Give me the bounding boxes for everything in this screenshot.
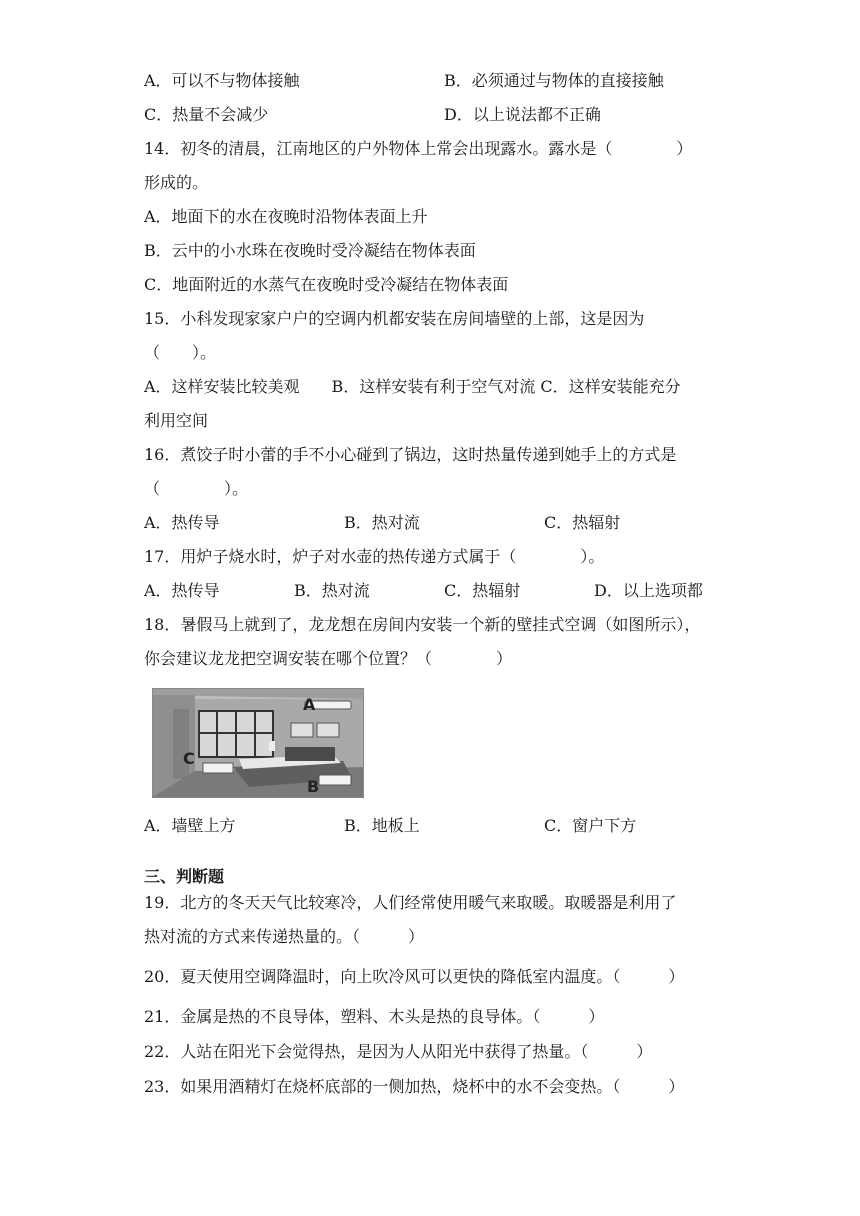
q16-option-c: C．热辐射 (544, 513, 621, 532)
section-3-title: 三、判断题 (144, 867, 225, 886)
q21-line: 21．金属是热的不良导体，塑料、木头是热的良导体。（ ） (144, 1007, 605, 1026)
q14-option-a: A．地面下的水在夜晚时沿物体表面上升 (144, 207, 428, 226)
q14-stem-line-1: 14．初冬的清晨，江南地区的户外物体上常会出现露水。露水是（ ） (144, 139, 693, 158)
q16-stem-line-2: （ ）。 (144, 479, 249, 498)
q15-stem-line-1: 15．小科发现家家户户的空调内机都安装在房间墙壁的上部，这是因为 (144, 309, 645, 328)
q13-option-d: D．以上说法都不正确 (444, 105, 601, 124)
q17-option-b: B．热对流 (294, 581, 370, 600)
q14-stem-line-2: 形成的。 (144, 173, 209, 192)
q16-stem-line-1: 16．煮饺子时小蕾的手不小心碰到了锅边，这时热量传递到她手上的方式是 (144, 445, 677, 464)
q13-option-a: A．可以不与物体接触 (144, 71, 300, 90)
q18-option-c: C．窗户下方 (544, 816, 637, 835)
q19-line-1: 19．北方的冬天天气比较寒冷，人们经常使用暖气来取暖。取暖器是利用了 (144, 893, 677, 912)
q16-options-row (144, 512, 724, 534)
q18-stem-line-2: 你会建议龙龙把空调安装在哪个位置？（ ） (144, 649, 513, 668)
q13-option-c: C．热量不会减少 (144, 105, 269, 124)
figure-label-b: B (307, 777, 320, 796)
q13-option-b: B．必须通过与物体的直接接触 (444, 71, 664, 90)
q14-option-c: C．地面附近的水蒸气在夜晚时受冷凝结在物体表面 (144, 275, 509, 294)
q16-option-a: A．热传导 (144, 513, 220, 532)
bedroom-figure (152, 688, 364, 798)
q13-options-row-2 (144, 104, 724, 126)
q15-stem-line-2: （ ）。 (144, 343, 217, 362)
q18-options-row (144, 815, 724, 837)
q20-line: 20．夏天使用空调降温时，向上吹冷风可以更快的降低室内温度。（ ） (144, 967, 685, 986)
q17-options-row (144, 580, 724, 602)
q15-options-line-2: 利用空间 (144, 411, 209, 430)
q18-option-b: B．地板上 (344, 816, 420, 835)
q18-stem-line-1: 18．暑假马上就到了，龙龙想在房间内安装一个新的壁挂式空调（如图所示）， (144, 615, 701, 634)
q15-options-line-1: A．这样安装比较美观 B．这样安装有利于空气对流 C．这样安装能充分 (144, 377, 681, 396)
q17-option-d: D．以上选项都 (594, 581, 703, 600)
q16-option-b: B．热对流 (344, 513, 420, 532)
bedroom-illustration (153, 689, 363, 797)
q19-line-2: 热对流的方式来传递热量的。（ ） (144, 927, 425, 946)
q17-option-c: C．热辐射 (444, 581, 521, 600)
q23-line: 23．如果用酒精灯在烧杯底部的一侧加热，烧杯中的水不会变热。（ ） (144, 1077, 685, 1096)
figure-label-a: A (303, 695, 316, 714)
q13-options-row-1 (144, 70, 724, 92)
q18-option-a: A．墙壁上方 (144, 816, 236, 835)
figure-label-c: C (183, 749, 195, 768)
q22-line: 22．人站在阳光下会觉得热，是因为人从阳光中获得了热量。（ ） (144, 1042, 653, 1061)
q17-stem: 17．用炉子烧水时，炉子对水壶的热传递方式属于（ ）。 (144, 547, 605, 566)
q17-option-a: A．热传导 (144, 581, 220, 600)
q14-option-b: B．云中的小水珠在夜晚时受冷凝结在物体表面 (144, 241, 476, 260)
